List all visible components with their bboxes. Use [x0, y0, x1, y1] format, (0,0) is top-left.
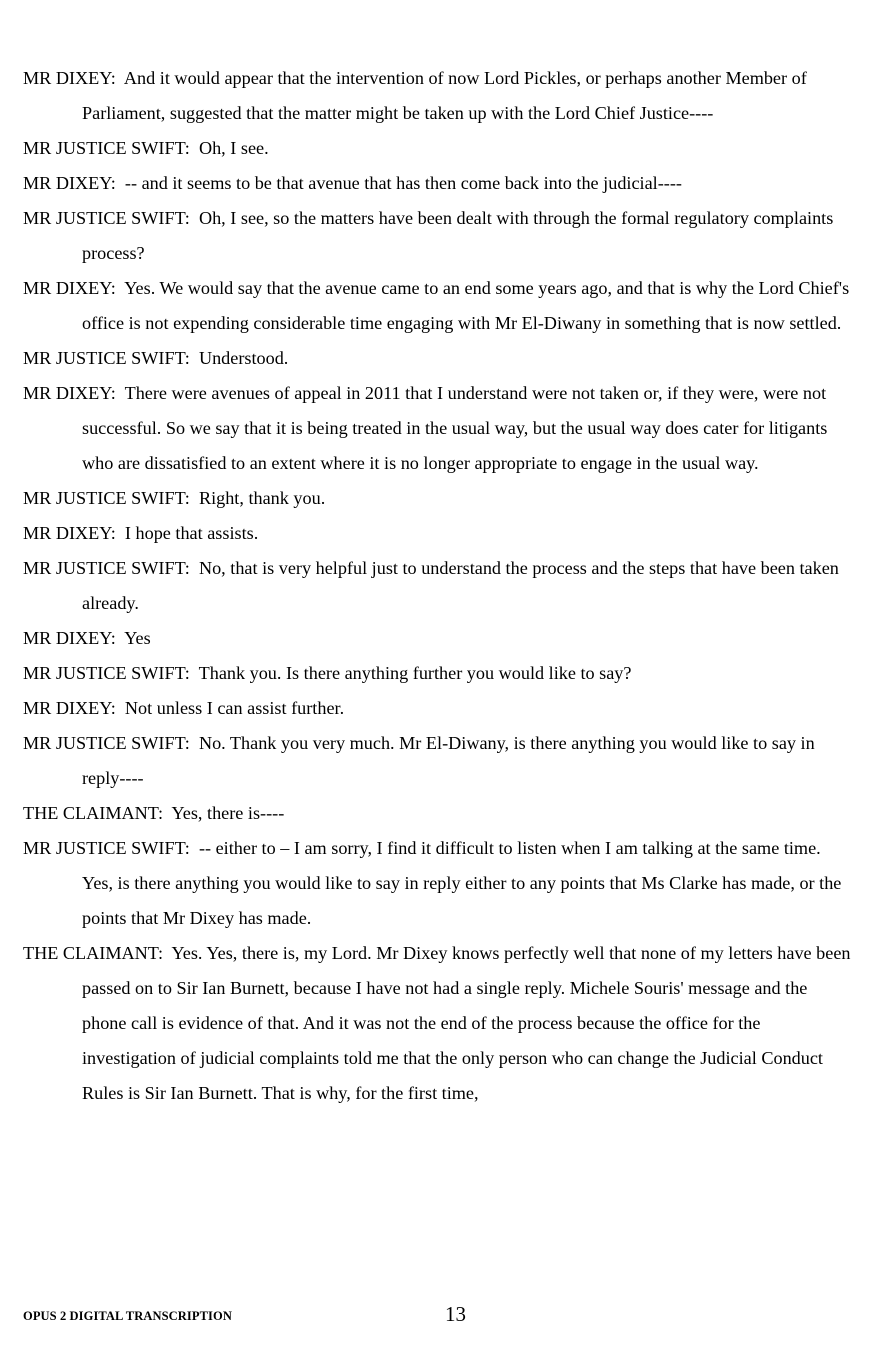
transcript-entry [23, 341, 853, 376]
speaker-label: MR JUSTICE SWIFT: [23, 488, 190, 508]
transcript-entry [23, 271, 853, 341]
utterance-text: Understood. [198, 348, 289, 368]
footer-transcription-credit: OPUS 2 DIGITAL TRANSCRIPTION [23, 1309, 232, 1323]
speaker-label: MR DIXEY: [23, 383, 116, 403]
transcript-entry [23, 131, 853, 166]
utterance-text: Right, thank you. [198, 488, 326, 508]
utterance-text: -- and it seems to be that avenue that has then come back into the judicial---- [124, 173, 682, 193]
utterance-text: No, that is very helpful just to understand the process and the steps that have been taken already. [82, 558, 839, 613]
transcript-entry [23, 726, 853, 796]
transcript-entry [23, 166, 853, 201]
transcript-entry [23, 656, 853, 691]
speaker-label: MR JUSTICE SWIFT: [23, 838, 190, 858]
transcript-entry [23, 516, 853, 551]
speaker-label: MR DIXEY: [23, 68, 116, 88]
page-number: 13 [445, 1302, 466, 1326]
speaker-label: MR DIXEY: [23, 173, 116, 193]
utterance-text: Oh, I see, so the matters have been dealt with through the formal regulatory complaints process? [82, 208, 834, 263]
speaker-label: MR JUSTICE SWIFT: [23, 138, 190, 158]
speaker-label: MR DIXEY: [23, 523, 116, 543]
utterance-text: I hope that assists. [124, 523, 259, 543]
transcript-entry [23, 621, 853, 656]
speaker-label: THE CLAIMANT: [23, 803, 164, 823]
utterance-text: Yes. Yes, there is, my Lord. Mr Dixey knows perfectly well that none of my letters have been passed on to Sir Ian Burnett, because I have not had a single reply. Michele Souris' message and the phone call is evidence of that. And it was not the end of the process because the office for the investigation of judicial complaints told me that the only person who can change the Judicial Conduct Rules is Sir Ian Burnett. That is why, for the first time, [82, 943, 851, 1103]
utterance-text: Yes, there is---- [171, 803, 285, 823]
utterance-text: Thank you. Is there anything further you would like to say? [198, 663, 632, 683]
speaker-label: MR DIXEY: [23, 698, 116, 718]
utterance-text: Yes. We would say that the avenue came to an end some years ago, and that is why the Lord Chief's office is not expending considerable time engaging with Mr El-Diwany in something that is now settled. [82, 278, 850, 333]
transcript-entry [23, 201, 853, 271]
speaker-label: THE CLAIMANT: [23, 943, 164, 963]
speaker-label: MR JUSTICE SWIFT: [23, 733, 190, 753]
transcript-entry [23, 61, 853, 131]
transcript-entry [23, 481, 853, 516]
utterance-text: Not unless I can assist further. [124, 698, 345, 718]
transcript-body [23, 61, 853, 1111]
speaker-label: MR JUSTICE SWIFT: [23, 348, 190, 368]
speaker-label: MR DIXEY: [23, 278, 116, 298]
utterance-text: There were avenues of appeal in 2011 that I understand were not taken or, if they were, were not successful. So we say that it is being treated in the usual way, but the usual way does cater for litigants who are dissatisfied to an extent where it is no longer appropriate to engage in the usual way. [82, 383, 828, 473]
utterance-text: -- either to – I am sorry, I find it difficult to listen when I am talking at the same time. Yes, is there anything you would like to say in reply either to any points that Ms Clarke has made, or the points that Mr Dixey has made. [82, 838, 842, 928]
utterance-text: Oh, I see. [198, 138, 269, 158]
utterance-text: Yes [124, 628, 151, 648]
utterance-text: No. Thank you very much. Mr El-Diwany, is there anything you would like to say in reply---- [82, 733, 815, 788]
transcript-entry [23, 936, 853, 1111]
transcript-entry [23, 551, 853, 621]
speaker-label: MR JUSTICE SWIFT: [23, 208, 190, 228]
transcript-entry [23, 831, 853, 936]
transcript-entry [23, 691, 853, 726]
speaker-label: MR DIXEY: [23, 628, 116, 648]
utterance-text: And it would appear that the intervention of now Lord Pickles, or perhaps another Member of Parliament, suggested that the matter might be taken up with the Lord Chief Justice---- [82, 68, 807, 123]
speaker-label: MR JUSTICE SWIFT: [23, 663, 190, 683]
transcript-entry [23, 796, 853, 831]
speaker-label: MR JUSTICE SWIFT: [23, 558, 190, 578]
transcript-entry [23, 376, 853, 481]
